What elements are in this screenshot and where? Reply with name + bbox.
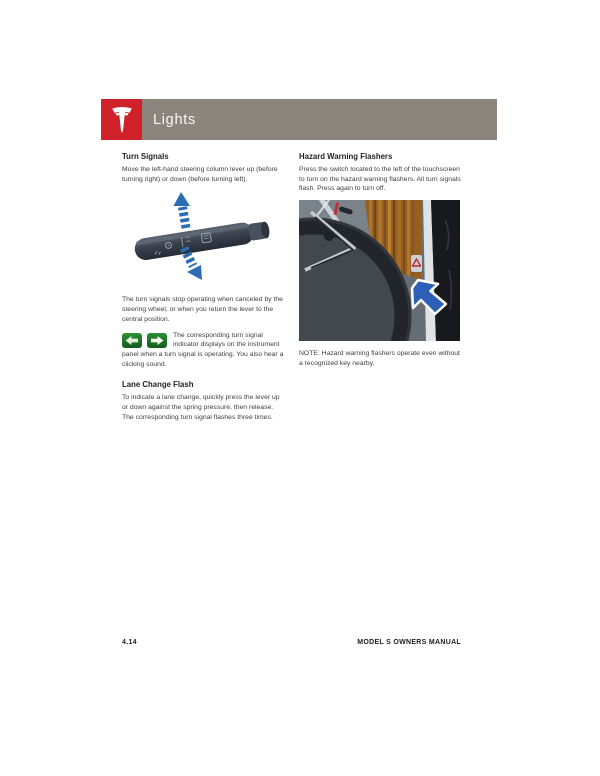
- hazard-body: Press the switch located to the left of the touchscreen to turn on the hazard warning flashers. All turn signals flash. Press again to turn off.: [299, 166, 461, 193]
- lane-change-body: To indicate a lane change, quickly press the lever up or down against the spring pressure, then release. The corresponding turn signal flashes three times.: [122, 394, 280, 421]
- lever-stalk: [133, 219, 271, 262]
- turn-signals-cancel-note: The turn signals stop operating when canceled by the steering wheel, or when you return the lever to the central position.: [122, 296, 283, 323]
- page-number: 4.14: [122, 639, 137, 646]
- indicator-note: The corresponding turn signal indicator displays on the instrument panel when a turn signal is operating. You also hear a clicking sound.: [122, 331, 284, 368]
- chapter-title-bar: [142, 99, 497, 140]
- up-arrow-icon: [174, 192, 191, 228]
- left-column: [122, 152, 285, 428]
- indicator-note-block: [122, 331, 285, 370]
- turn-signals-intro: Move the left-hand steering column lever up (before turning right) or down (before turning left).: [122, 166, 278, 183]
- tesla-logo-icon: [101, 99, 142, 140]
- turn-signals-heading: Turn Signals: [122, 152, 169, 161]
- turn-signal-lever-figure: [126, 190, 285, 287]
- turn-indicator-icons: [122, 333, 168, 348]
- hazard-note: NOTE: Hazard warning flashers operate even without a recognized key nearby.: [299, 350, 460, 367]
- chapter-header: [101, 99, 497, 140]
- right-column: [299, 152, 461, 375]
- lane-change-heading: Lane Change Flash: [122, 380, 194, 390]
- turn-left-indicator-icon: [122, 333, 142, 348]
- turn-right-indicator-icon: [147, 333, 167, 348]
- hazard-switch-photo: [299, 200, 461, 341]
- hazard-heading: Hazard Warning Flashers: [299, 152, 393, 161]
- page-footer: [122, 639, 461, 646]
- chapter-title: Lights: [153, 111, 196, 128]
- hazard-switch-icon: [411, 255, 422, 272]
- manual-title: MODEL S OWNERS MANUAL: [357, 639, 461, 646]
